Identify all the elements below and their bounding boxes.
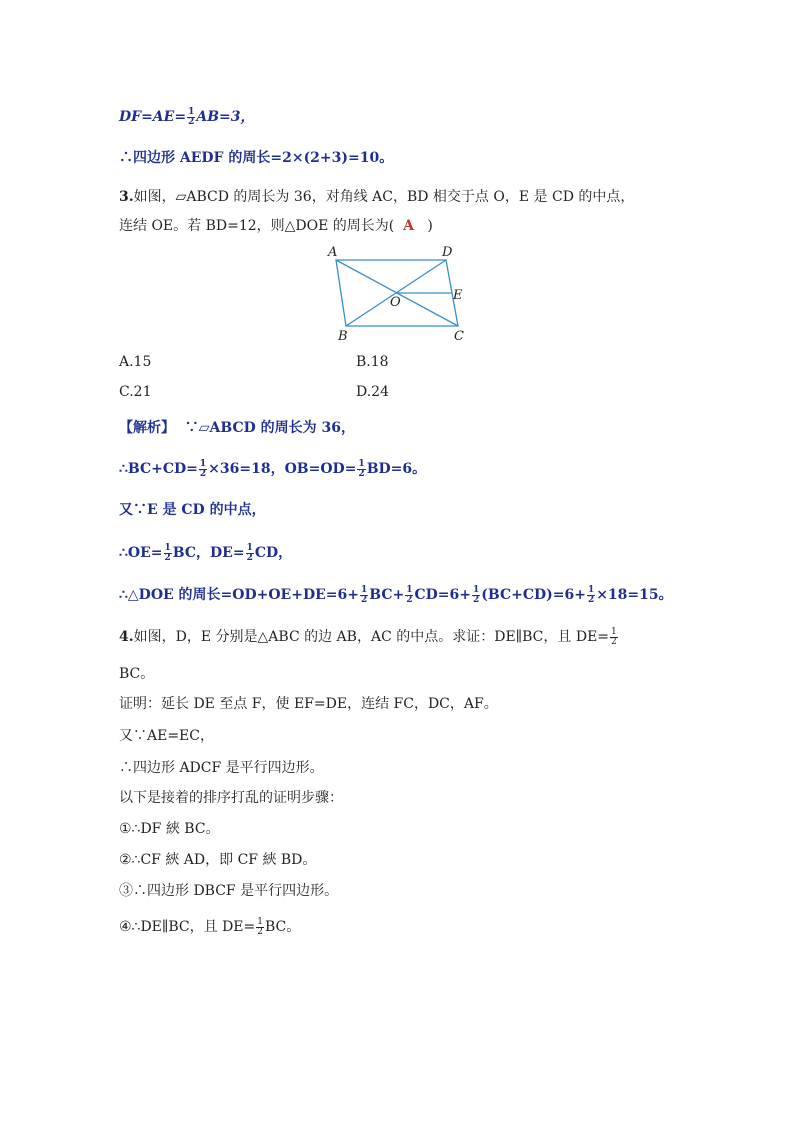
fraction-half: $\frac{1}{2}$ <box>406 584 413 605</box>
q3-stem-line-2: 连结 OE。若 BD=12，则△DOE 的周长为( A ) <box>119 218 433 234</box>
q3-option-d[interactable]: D.24 <box>356 384 389 400</box>
q3-answer: A <box>403 218 415 234</box>
label-e: E <box>453 288 463 303</box>
q4-proof-line-4: 以下是接着的排序打乱的证明步骤： <box>119 790 343 806</box>
q3-solution-line-4: ∴OE= $\frac{1}{2}$ BC，DE= $\frac{1}{2}$ CD， <box>119 542 293 563</box>
label-a: A <box>328 245 338 260</box>
q4-proof-intro: 证明：延长 DE 至点 F，使 EF=DE，连结 FC，DC，AF。 <box>119 696 498 712</box>
fraction-half: $\frac{1}{2}$ <box>587 584 595 605</box>
fraction-half: $\frac{1}{2}$ <box>358 458 365 479</box>
q4-step-4[interactable]: ④∴DE∥BC，且 DE= $\frac{1}{2}$ BC。 <box>119 916 301 937</box>
prev-solution-line-2: ∴四边形 AEDF 的周长=2×(2+3)=10。 <box>119 150 394 166</box>
q3-number: 3. <box>119 189 134 205</box>
fraction-half: $\frac{1}{2}$ <box>246 542 253 563</box>
q4-step-1[interactable]: ①∴DF 綊 BC。 <box>119 821 220 837</box>
q4-stem-line-2: BC。 <box>119 666 155 682</box>
label-d: D <box>442 245 453 260</box>
fraction-half: $\frac{1}{2}$ <box>611 626 617 647</box>
q4-proof-line-2: 又∵AE=EC， <box>119 728 214 744</box>
label-b: B <box>338 329 348 344</box>
q4-number: 4. <box>119 629 134 645</box>
label-o: O <box>390 295 401 310</box>
fraction-half: $\frac{1}{2}$ <box>164 542 171 563</box>
fraction-half: $\frac{1}{2}$ <box>472 584 480 605</box>
q3-solution-line-3: 又∵E 是 CD 的中点， <box>119 502 266 518</box>
fraction-half: $\frac{1}{2}$ <box>360 584 368 605</box>
q3-solution-line-2: ∴BC+CD= $\frac{1}{2}$ ×36=18，OB=OD= $\frac{1}{2}$ BD=6。 <box>119 458 427 479</box>
fraction-half: $\frac{1}{2}$ <box>257 916 263 937</box>
q3-option-b[interactable]: B.18 <box>356 354 389 370</box>
q4-step-3[interactable]: ③∴四边形 DBCF 是平行四边形。 <box>119 883 339 899</box>
q4-step-2[interactable]: ②∴CF 綊 AD，即 CF 綊 BD。 <box>119 852 317 868</box>
fraction-half: $\frac{1}{2}$ <box>188 106 195 127</box>
q3-stem-line-1: 3.如图，▱ABCD 的周长为 36，对角线 AC，BD 相交于点 O，E 是 CD 的中点， <box>119 189 635 205</box>
fraction-half: $\frac{1}{2}$ <box>199 458 207 479</box>
prev-solution-line-1: DF=AE= $\frac{1}{2}$ AB=3， <box>119 106 255 127</box>
solution-label: 【解析】 <box>119 420 175 436</box>
q3-option-c[interactable]: C.21 <box>119 384 152 400</box>
q3-option-a[interactable]: A.15 <box>119 354 152 370</box>
q4-stem-line-1: 4.如图，D，E 分别是△ABC 的边 AB，AC 的中点。求证：DE∥BC，且 DE= $\frac{1}{2}$ <box>119 626 617 647</box>
label-c: C <box>454 329 464 344</box>
q4-proof-line-3: ∴四边形 ADCF 是平行四边形。 <box>119 760 324 776</box>
q3-solution-line-1: 【解析】 ∵▱ABCD 的周长为 36， <box>119 420 355 436</box>
parallelogram-figure <box>324 240 474 344</box>
q3-solution-line-5: ∴△DOE 的周长=OD+OE+DE=6+ $\frac{1}{2}$ BC+ $\frac{1}{2}$ CD=6+ $\frac{1}{2}$ (BC+CD)=6+ $\frac{1}{2}$ ×18=15。 <box>119 584 673 605</box>
